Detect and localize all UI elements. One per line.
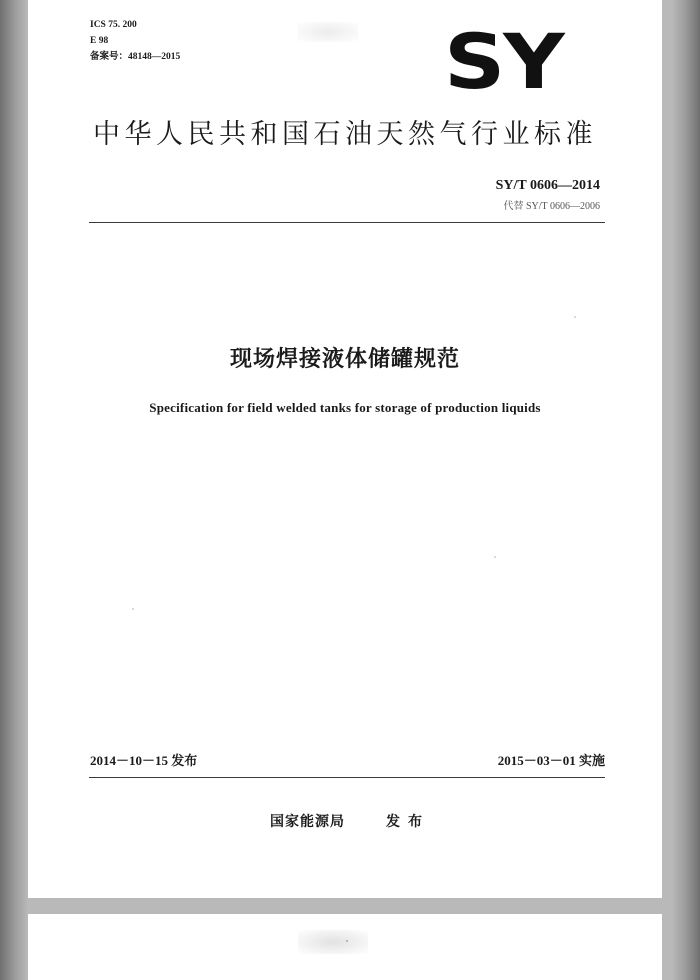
document-title-en: Specification for field welded tanks for storage of production liquids [149, 400, 541, 415]
classification-block [90, 17, 180, 65]
next-page [28, 914, 662, 980]
paper-speck [494, 556, 496, 558]
footer-divider [89, 777, 605, 778]
sy-logo: SY [444, 17, 563, 106]
ics-code: ICS 75. 200 [90, 20, 137, 30]
record-number: 备案号：48148—2015 [90, 52, 181, 62]
paper-speck [346, 940, 348, 942]
paper-smudge [298, 930, 368, 954]
effective-date: 2015－03－01 实施 [497, 753, 605, 768]
category-code: E 98 [90, 36, 109, 46]
replaced-standard: 代替 SY/T 0606—2006 [503, 201, 600, 212]
cover-page [28, 0, 662, 898]
paper-smudge [298, 22, 358, 42]
standard-header: 中华人民共和国石油天然气行业标准 [93, 119, 597, 150]
standard-number: SY/T 0606—2014 [495, 178, 600, 193]
document-title-cn: 现场焊接液体储罐规范 [229, 347, 460, 372]
publisher-name: 国家能源局 [270, 814, 345, 830]
paper-speck [574, 316, 576, 318]
issue-date: 2014－10－15 发布 [90, 753, 198, 768]
paper-speck [132, 608, 134, 610]
publish-label: 发布 [386, 814, 430, 830]
header-divider [89, 222, 605, 223]
